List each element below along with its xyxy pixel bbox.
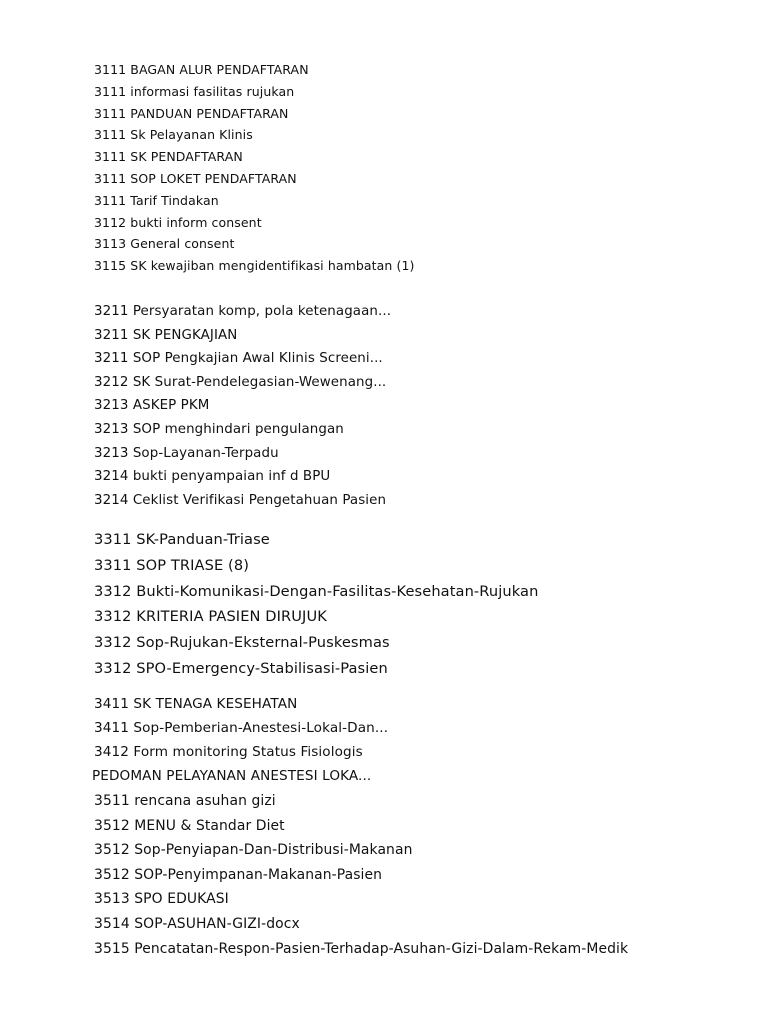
file-list-item: 3111 Sk Pelayanan Klinis (94, 127, 253, 143)
file-list-item: 3512 MENU & Standar Diet (94, 817, 285, 834)
file-list-item: 3214 Ceklist Verifikasi Pengetahuan Pasien (94, 492, 387, 508)
file-list-item: 3312 SPO-Emergency-Stabilisasi-Pasien (94, 659, 388, 677)
file-list-item: 3411 Sop-Pemberian-Anestesi-Lokal-Dan... (94, 720, 389, 736)
file-list-item: 3512 Sop-Penyiapan-Dan-Distribusi-Makanan (94, 842, 413, 859)
file-list-item: 3111 SOP LOKET PENDAFTARAN (94, 170, 297, 186)
file-list-item: 3115 SK kewajiban mengidentifikasi hambatan (1) (94, 258, 415, 274)
file-list-group-3400 (94, 692, 388, 788)
file-list-item: 3511 rencana asuhan gizi (94, 793, 276, 809)
file-list-item: 3513 SPO EDUKASI (94, 891, 229, 908)
file-list-item: PEDOMAN PELAYANAN ANESTESI LOKA... (92, 768, 372, 784)
file-list-item: 3312 Sop-Rujukan-Eksternal-Puskesmas (94, 634, 390, 652)
file-list-item: 3112 bukti inform consent (94, 214, 262, 230)
file-list-group-3300 (94, 527, 538, 682)
file-list-group-3200 (94, 300, 391, 512)
file-list-item: 3111 BAGAN ALUR PENDAFTARAN (94, 62, 309, 77)
file-list-item: 3211 Persyaratan komp, pola ketenagaan... (94, 304, 392, 319)
file-list-item: 3312 KRITERIA PASIEN DIRUJUK (94, 608, 327, 626)
file-list-item: 3412 Form monitoring Status Fisiologis (94, 744, 363, 760)
file-list-item: 3514 SOP-ASUHAN-GIZI-docx (94, 915, 300, 932)
file-list-item: 3512 SOP-Penyimpanan-Makanan-Pasien (94, 866, 383, 883)
file-list-item: 3213 SOP menghindari pengulangan (94, 421, 344, 437)
file-list-item: 3113 General consent (94, 236, 235, 252)
file-list-item: 3411 SK TENAGA KESEHATAN (94, 696, 298, 712)
file-list-item: 3213 ASKEP PKM (94, 398, 210, 414)
file-list-item: 3214 bukti penyampaian inf d BPU (94, 469, 331, 485)
file-list-item: 3515 Pencatatan-Respon-Pasien-Terhadap-Asuhan-Gizi-Dalam-Rekam-Medik (94, 940, 629, 957)
file-list-item: 3111 SK PENDAFTARAN (94, 149, 243, 165)
file-list-item: 3111 PANDUAN PENDAFTARAN (94, 105, 289, 121)
file-list-item: 3312 Bukti-Komunikasi-Dengan-Fasilitas-Kesehatan-Rujukan (94, 582, 539, 600)
file-list-group-3500 (94, 789, 628, 961)
file-list-item: 3213 Sop-Layanan-Terpadu (94, 445, 279, 461)
file-list-item: 3211 SOP Pengkajian Awal Klinis Screeni... (94, 351, 383, 367)
file-list-item: 3211 SK PENGKAJIAN (94, 327, 238, 343)
file-list-item: 3311 SOP TRIASE (8) (94, 556, 250, 574)
file-list-item: 3111 Tarif Tindakan (94, 192, 219, 208)
file-list-item: 3311 SK-Panduan-Triase (94, 531, 270, 548)
file-list-item: 3212 SK Surat-Pendelegasian-Wewenang... (94, 374, 387, 390)
file-list-group-3100 (94, 59, 415, 277)
file-list-item: 3111 informasi fasilitas rujukan (94, 83, 295, 99)
